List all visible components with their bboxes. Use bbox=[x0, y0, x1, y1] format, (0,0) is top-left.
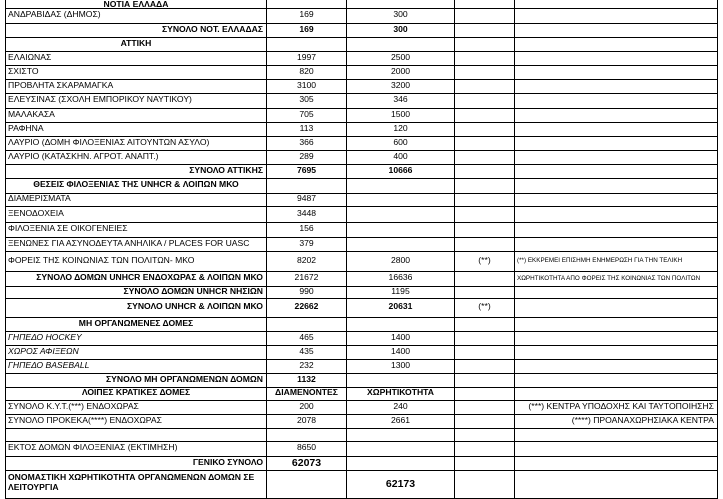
residents-cell bbox=[267, 332, 347, 346]
label-cell bbox=[5, 223, 267, 238]
cell-text: 22662 bbox=[294, 301, 319, 311]
label-cell bbox=[5, 299, 267, 318]
residents-cell bbox=[267, 429, 347, 442]
table-row bbox=[0, 429, 723, 442]
residents-cell bbox=[267, 66, 347, 80]
residents-cell bbox=[267, 388, 347, 401]
cell-text: ΧΩΡΗΤΙΚΟΤΗΤΑ ΑΠΟ ΦΟΡΕΙΣ ΤΗΣ ΚΟΙΝΩΝΙΑΣ ΤΩΝ ΠΟΛΙΤΩΝ bbox=[517, 275, 701, 282]
label-cell bbox=[5, 388, 267, 401]
label-cell bbox=[5, 165, 267, 179]
residents-cell bbox=[267, 80, 347, 94]
capacity-cell bbox=[347, 346, 455, 360]
table-row bbox=[0, 207, 723, 223]
label-cell bbox=[5, 360, 267, 374]
cell-text: ΣΥΝΟΛΟ ΔΟΜΩΝ UNHCR ΕΝΔΟΧΩΡΑΣ & ΛΟΙΠΩΝ ΜΚΟ bbox=[36, 272, 263, 282]
table-row bbox=[0, 457, 723, 471]
capacity-cell bbox=[347, 223, 455, 238]
cell-text: (***) ΚΕΝΤΡΑ ΥΠΟΔΟΧΗΣ ΚΑΙ ΤΑΥΤΟΠΟΙΗΣΗΣ bbox=[528, 401, 714, 411]
note-cell bbox=[515, 0, 718, 9]
cell-text: 1132 bbox=[297, 374, 316, 384]
table-row bbox=[0, 360, 723, 374]
note-cell bbox=[515, 415, 718, 429]
cell-text: ΘΕΣΕΙΣ ΦΙΛΟΞΕΝΙΑΣ ΤΗΣ UNHCR & ΛΟΙΠΩΝ ΜΚΟ bbox=[33, 179, 239, 189]
table-row bbox=[0, 52, 723, 66]
capacity-cell bbox=[347, 52, 455, 66]
residents-cell bbox=[267, 415, 347, 429]
flag-cell bbox=[455, 360, 515, 374]
note-cell bbox=[515, 429, 718, 442]
residents-cell bbox=[267, 194, 347, 207]
cell-text: 2500 bbox=[390, 52, 411, 62]
cell-text: ΛΑΥΡΙΟ (ΚΑΤΑΣΚΗΝ. ΑΓΡΟΤ. ΑΝΑΠΤ.) bbox=[8, 151, 159, 161]
table-row bbox=[0, 165, 723, 179]
label-cell bbox=[5, 429, 267, 442]
capacity-cell bbox=[347, 272, 455, 287]
flag-cell bbox=[455, 388, 515, 401]
label-cell bbox=[5, 24, 267, 38]
capacity-cell bbox=[347, 179, 455, 194]
cell-text: 705 bbox=[299, 109, 314, 119]
label-cell bbox=[5, 346, 267, 360]
flag-cell bbox=[455, 287, 515, 299]
capacity-cell bbox=[347, 238, 455, 252]
flag-cell bbox=[455, 346, 515, 360]
residents-cell bbox=[267, 179, 347, 194]
table-row bbox=[0, 24, 723, 38]
table-row bbox=[0, 194, 723, 207]
label-cell bbox=[5, 109, 267, 123]
note-cell bbox=[515, 471, 718, 499]
cell-text: (**) ΕΚΚΡΕΜΕΙ ΕΠΙΣΗΜΗ ΕΝΗΜΕΡΩΣΗ ΓΙΑ ΤΗΝ ΤΕΛΙΚΗ bbox=[517, 257, 683, 264]
cell-text: 2078 bbox=[296, 415, 317, 425]
residents-cell bbox=[267, 223, 347, 238]
note-cell bbox=[515, 388, 718, 401]
cell-text: ΟΝΟΜΑΣΤΙΚΗ ΧΩΡΗΤΙΚΟΤΗΤΑ ΟΡΓΑΝΩΜΕΝΩΝ ΔΟΜΩΝ ΣΕ ΛΕΙΤΟΥΡΓΙΑ bbox=[8, 472, 255, 492]
label-cell bbox=[5, 137, 267, 151]
cell-text: ΦΟΡΕΙΣ ΤΗΣ ΚΟΙΝΩΝΙΑΣ ΤΩΝ ΠΟΛΙΤΩΝ- ΜΚΟ bbox=[8, 255, 195, 265]
cell-text: 300 bbox=[393, 9, 408, 19]
capacity-cell bbox=[347, 80, 455, 94]
cell-text: 20631 bbox=[388, 301, 413, 311]
flag-cell bbox=[455, 38, 515, 52]
flag-cell bbox=[455, 238, 515, 252]
table-row bbox=[0, 38, 723, 52]
label-cell bbox=[5, 252, 267, 272]
capacity-cell bbox=[347, 137, 455, 151]
flag-cell bbox=[455, 137, 515, 151]
label-cell bbox=[5, 38, 267, 52]
cell-text: (**) bbox=[478, 301, 491, 311]
note-cell bbox=[515, 272, 718, 287]
flag-cell bbox=[455, 179, 515, 194]
flag-cell bbox=[455, 151, 515, 165]
flag-cell bbox=[455, 272, 515, 287]
table-row bbox=[0, 287, 723, 299]
cell-text: 8650 bbox=[296, 442, 317, 452]
note-cell bbox=[515, 332, 718, 346]
cell-text: 3448 bbox=[296, 208, 317, 218]
capacity-cell bbox=[347, 123, 455, 137]
flag-cell bbox=[455, 52, 515, 66]
table-row bbox=[0, 109, 723, 123]
cell-text: 300 bbox=[393, 24, 408, 34]
cell-text: ΕΚΤΟΣ ΔΟΜΩΝ ΦΙΛΟΞΕΝΙΑΣ (ΕΚΤΙΜΗΣΗ) bbox=[8, 442, 178, 452]
flag-cell bbox=[455, 194, 515, 207]
flag-cell bbox=[455, 66, 515, 80]
flag-cell bbox=[455, 332, 515, 346]
cell-text: ΣΥΝΟΛΟ Κ.Υ.Τ.(***) ΕΝΔΟΧΩΡΑΣ bbox=[8, 401, 139, 411]
flag-cell bbox=[455, 24, 515, 38]
note-cell bbox=[515, 401, 718, 415]
cell-text: ΧΩΡΟΣ ΑΦΙΞΕΩΝ bbox=[8, 346, 79, 356]
cell-text: 156 bbox=[299, 223, 314, 233]
capacity-cell bbox=[347, 9, 455, 24]
table-row bbox=[0, 123, 723, 137]
note-cell bbox=[515, 179, 718, 194]
label-cell bbox=[5, 0, 267, 9]
capacity-cell bbox=[347, 457, 455, 471]
capacity-cell bbox=[347, 429, 455, 442]
table-row bbox=[0, 238, 723, 252]
capacity-cell bbox=[347, 252, 455, 272]
note-cell bbox=[515, 123, 718, 137]
table-row bbox=[0, 252, 723, 272]
cell-text: ΣΥΝΟΛΟ ΠΡΟΚΕΚΑ(****) ΕΝΔΟΧΩΡΑΣ bbox=[8, 415, 162, 425]
residents-cell bbox=[267, 346, 347, 360]
residents-cell bbox=[267, 109, 347, 123]
note-cell bbox=[515, 9, 718, 24]
cell-text: ΓΗΠΕΔΟ BASEBALL bbox=[8, 360, 90, 370]
table-row bbox=[0, 94, 723, 109]
label-cell bbox=[5, 66, 267, 80]
label-cell bbox=[5, 207, 267, 223]
residents-cell bbox=[267, 24, 347, 38]
note-cell bbox=[515, 165, 718, 179]
cell-text: ΕΛΕΥΣΙΝΑΣ (ΣΧΟΛΗ ΕΜΠΟΡΙΚΟΥ ΝΑΥΤΙΚΟΥ) bbox=[8, 94, 192, 104]
capacity-cell bbox=[347, 38, 455, 52]
cell-text: 3100 bbox=[296, 80, 317, 90]
table-row bbox=[0, 66, 723, 80]
table-row bbox=[0, 151, 723, 165]
capacity-cell bbox=[347, 0, 455, 9]
note-cell bbox=[515, 109, 718, 123]
residents-cell bbox=[267, 401, 347, 415]
cell-text: ΧΩΡΗΤΙΚΟΤΗΤΑ bbox=[367, 387, 434, 397]
capacity-cell bbox=[347, 442, 455, 457]
cell-text: ΣΥΝΟΛΟ UNHCR & ΛΟΙΠΩΝ ΜΚΟ bbox=[126, 301, 263, 311]
cell-text: 1500 bbox=[390, 109, 411, 119]
residents-cell bbox=[267, 52, 347, 66]
capacity-cell bbox=[347, 24, 455, 38]
label-cell bbox=[5, 9, 267, 24]
flag-cell bbox=[455, 165, 515, 179]
flag-cell bbox=[455, 80, 515, 94]
residents-cell bbox=[267, 9, 347, 24]
cell-text: ΔΙΑΜΕΡΙΣΜΑΤΑ bbox=[8, 193, 71, 203]
cell-text: 2661 bbox=[390, 415, 411, 425]
cell-text: ΠΡΟΒΛΗΤΑ ΣΚΑΡΑΜΑΓΚΑ bbox=[8, 80, 114, 90]
flag-cell bbox=[455, 94, 515, 109]
flag-cell bbox=[455, 109, 515, 123]
cell-text: ΝΟΤΙΑ ΕΛΛΑΔΑ bbox=[103, 0, 169, 9]
flag-cell bbox=[455, 252, 515, 272]
cell-text: ΣΥΝΟΛΟ ΑΤΤΙΚΗΣ bbox=[189, 165, 263, 175]
note-cell bbox=[515, 223, 718, 238]
flag-cell bbox=[455, 471, 515, 499]
cell-text: ΛΟΙΠΕΣ ΚΡΑΤΙΚΕΣ ΔΟΜΕΣ bbox=[81, 387, 191, 397]
flag-cell bbox=[455, 401, 515, 415]
cell-text: 2000 bbox=[390, 66, 411, 76]
note-cell bbox=[515, 94, 718, 109]
cell-text: 240 bbox=[393, 401, 408, 411]
cell-text: 62073 bbox=[291, 457, 322, 469]
residents-cell bbox=[267, 94, 347, 109]
note-cell bbox=[515, 207, 718, 223]
label-cell bbox=[5, 123, 267, 137]
label-cell bbox=[5, 332, 267, 346]
cell-text: 379 bbox=[299, 238, 314, 248]
cell-text: ΓΗΠΕΔΟ HOCKEY bbox=[8, 332, 82, 342]
capacity-cell bbox=[347, 66, 455, 80]
residents-cell bbox=[267, 287, 347, 299]
note-cell bbox=[515, 52, 718, 66]
table-row bbox=[0, 346, 723, 360]
flag-cell bbox=[455, 0, 515, 9]
residents-cell bbox=[267, 252, 347, 272]
note-cell bbox=[515, 38, 718, 52]
cell-text: ΡΑΦΗΝΑ bbox=[8, 123, 44, 133]
cell-text: 7695 bbox=[296, 165, 317, 175]
flag-cell bbox=[455, 318, 515, 332]
flag-cell bbox=[455, 457, 515, 471]
note-cell bbox=[515, 318, 718, 332]
capacity-cell bbox=[347, 388, 455, 401]
note-cell bbox=[515, 137, 718, 151]
cell-text: 1400 bbox=[390, 332, 411, 342]
table-row bbox=[0, 9, 723, 24]
note-cell bbox=[515, 24, 718, 38]
cell-text: 169 bbox=[299, 24, 314, 34]
capacity-cell bbox=[347, 165, 455, 179]
note-cell bbox=[515, 442, 718, 457]
flag-cell bbox=[455, 442, 515, 457]
note-cell bbox=[515, 374, 718, 388]
capacity-cell bbox=[347, 194, 455, 207]
table-row bbox=[0, 272, 723, 287]
residents-cell bbox=[267, 471, 347, 499]
cell-text: ΞΕΝΟΔΟΧΕΙΑ bbox=[8, 208, 64, 218]
cell-text: 1300 bbox=[390, 360, 411, 370]
capacity-cell bbox=[347, 318, 455, 332]
note-cell bbox=[515, 346, 718, 360]
table-row bbox=[0, 471, 723, 499]
cell-text: 9487 bbox=[296, 193, 317, 203]
cell-text: ΛΑΥΡΙΟ (ΔΟΜΗ ΦΙΛΟΞΕΝΙΑΣ ΑΙΤΟΥΝΤΩΝ ΑΣΥΛΟ) bbox=[8, 137, 210, 147]
cell-text: 305 bbox=[299, 94, 314, 104]
note-cell bbox=[515, 66, 718, 80]
table-row bbox=[0, 415, 723, 429]
cell-text: ΜΑΛΑΚΑΣΑ bbox=[8, 109, 55, 119]
flag-cell bbox=[455, 299, 515, 318]
label-cell bbox=[5, 179, 267, 194]
label-cell bbox=[5, 415, 267, 429]
residents-cell bbox=[267, 38, 347, 52]
note-cell bbox=[515, 457, 718, 471]
cell-text: 465 bbox=[299, 332, 314, 342]
cell-text: ΓΕΝΙΚΟ ΣΥΝΟΛΟ bbox=[192, 457, 263, 467]
table-row bbox=[0, 442, 723, 457]
table-row bbox=[0, 401, 723, 415]
cell-text: (****) ΠΡΟΑΝΑΧΩΡΗΣΙΑΚΑ ΚΕΝΤΡΑ bbox=[571, 415, 714, 425]
flag-cell bbox=[455, 374, 515, 388]
cell-text: 2800 bbox=[390, 255, 411, 265]
table-row bbox=[0, 318, 723, 332]
note-cell bbox=[515, 80, 718, 94]
cell-text: 21672 bbox=[294, 272, 319, 282]
flag-cell bbox=[455, 223, 515, 238]
flag-cell bbox=[455, 429, 515, 442]
note-cell bbox=[515, 287, 718, 299]
capacity-cell bbox=[347, 94, 455, 109]
cell-text: 232 bbox=[299, 360, 314, 370]
capacity-cell bbox=[347, 299, 455, 318]
label-cell bbox=[5, 374, 267, 388]
cell-text: 1997 bbox=[296, 52, 317, 62]
cell-text: 16636 bbox=[388, 272, 413, 282]
capacity-cell bbox=[347, 415, 455, 429]
cell-text: 1400 bbox=[390, 346, 411, 356]
label-cell bbox=[5, 471, 267, 499]
cell-text: ΣΧΙΣΤΟ bbox=[8, 66, 39, 76]
label-cell bbox=[5, 318, 267, 332]
cell-text: ΜΗ ΟΡΓΑΝΩΜΕΝΕΣ ΔΟΜΕΣ bbox=[78, 318, 194, 328]
residents-cell bbox=[267, 151, 347, 165]
flag-cell bbox=[455, 207, 515, 223]
cell-text: 400 bbox=[393, 151, 408, 161]
capacity-cell bbox=[347, 332, 455, 346]
cell-text: 435 bbox=[299, 346, 314, 356]
flag-cell bbox=[455, 415, 515, 429]
label-cell bbox=[5, 194, 267, 207]
table-row bbox=[0, 179, 723, 194]
cell-text: 820 bbox=[299, 66, 314, 76]
capacity-cell bbox=[347, 151, 455, 165]
table-row bbox=[0, 137, 723, 151]
note-cell bbox=[515, 299, 718, 318]
cell-text: 62173 bbox=[385, 478, 416, 490]
residents-cell bbox=[267, 318, 347, 332]
cell-text: 600 bbox=[393, 137, 408, 147]
flag-cell bbox=[455, 123, 515, 137]
capacity-cell bbox=[347, 109, 455, 123]
cell-text: 8202 bbox=[296, 255, 317, 265]
residents-cell bbox=[267, 123, 347, 137]
label-cell bbox=[5, 401, 267, 415]
note-cell bbox=[515, 151, 718, 165]
residents-cell bbox=[267, 272, 347, 287]
cell-text: 200 bbox=[299, 401, 314, 411]
residents-cell bbox=[267, 165, 347, 179]
capacity-cell bbox=[347, 401, 455, 415]
residents-cell bbox=[267, 299, 347, 318]
cell-text: ΞΕΝΩΝΕΣ ΓΙΑ ΑΣΥΝΟΔΕΥΤΑ ΑΝΗΛΙΚΑ / PLACES FOR UASC bbox=[8, 238, 250, 248]
label-cell bbox=[5, 457, 267, 471]
cell-text: 366 bbox=[299, 137, 314, 147]
note-cell bbox=[515, 238, 718, 252]
residents-cell bbox=[267, 238, 347, 252]
cell-text: ΔΙΑΜΕΝΟΝΤΕΣ bbox=[275, 387, 338, 397]
label-cell bbox=[5, 94, 267, 109]
cell-text: 10666 bbox=[388, 165, 413, 175]
label-cell bbox=[5, 151, 267, 165]
table-row bbox=[0, 80, 723, 94]
cell-text: ΣΥΝΟΛΟ ΝΟΤ. ΕΛΛΑΔΑΣ bbox=[161, 24, 263, 34]
cell-text: ΦΙΛΟΞΕΝΙΑ ΣΕ ΟΙΚΟΓΕΝΕΙΕΣ bbox=[8, 223, 128, 233]
label-cell bbox=[5, 442, 267, 457]
cell-text: 289 bbox=[299, 151, 314, 161]
cell-text: 3200 bbox=[390, 80, 411, 90]
note-cell bbox=[515, 360, 718, 374]
cell-text: 990 bbox=[299, 286, 314, 296]
capacity-cell bbox=[347, 207, 455, 223]
table-row bbox=[0, 388, 723, 401]
cell-text: ΕΛΑΙΩΝΑΣ bbox=[8, 52, 52, 62]
cell-text: 120 bbox=[393, 123, 408, 133]
residents-cell bbox=[267, 137, 347, 151]
note-cell bbox=[515, 252, 718, 272]
cell-text: ΣΥΝΟΛΟ ΔΟΜΩΝ UNHCR ΝΗΣΙΩΝ bbox=[123, 286, 263, 296]
capacity-cell bbox=[347, 374, 455, 388]
residents-cell bbox=[267, 360, 347, 374]
table-row bbox=[0, 299, 723, 318]
capacity-cell bbox=[347, 471, 455, 499]
note-cell bbox=[515, 194, 718, 207]
residents-cell bbox=[267, 457, 347, 471]
residents-cell bbox=[267, 442, 347, 457]
residents-cell bbox=[267, 374, 347, 388]
cell-text: 113 bbox=[299, 123, 314, 133]
cell-text: 169 bbox=[299, 9, 314, 19]
cell-text: 1195 bbox=[391, 286, 410, 296]
table-row bbox=[0, 223, 723, 238]
capacity-cell bbox=[347, 360, 455, 374]
cell-text: ΑΤΤΙΚΗ bbox=[120, 38, 152, 48]
table-row bbox=[0, 332, 723, 346]
cell-text: ΣΥΝΟΛΟ ΜΗ ΟΡΓΑΝΩΜΕΝΩΝ ΔΟΜΩΝ bbox=[106, 374, 263, 384]
flag-cell bbox=[455, 9, 515, 24]
table-row bbox=[0, 0, 723, 9]
cell-text: (**) bbox=[478, 255, 491, 265]
label-cell bbox=[5, 287, 267, 299]
label-cell bbox=[5, 52, 267, 66]
residents-cell bbox=[267, 0, 347, 9]
cell-text: ΑΝΔΡΑΒΙΔΑΣ (ΔΗΜΟΣ) bbox=[8, 9, 101, 19]
label-cell bbox=[5, 238, 267, 252]
table-row bbox=[0, 374, 723, 388]
label-cell bbox=[5, 80, 267, 94]
label-cell bbox=[5, 272, 267, 287]
capacity-cell bbox=[347, 287, 455, 299]
cell-text: 346 bbox=[393, 94, 408, 104]
residents-cell bbox=[267, 207, 347, 223]
